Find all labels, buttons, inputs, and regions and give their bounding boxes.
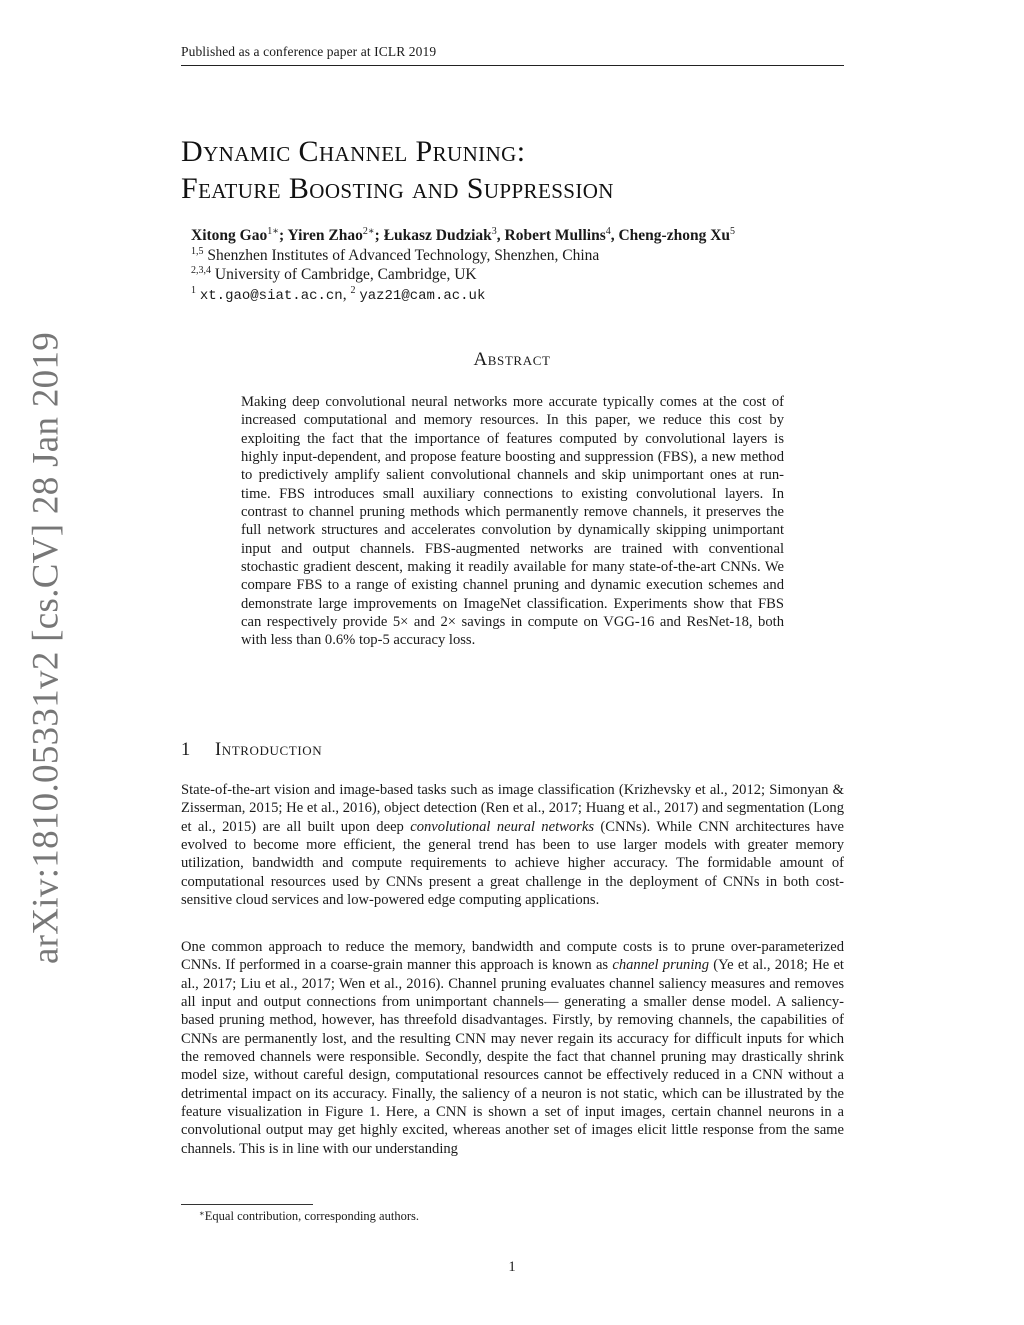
author-5: Cheng-zhong Xu$^5$ [618,226,736,244]
email-2[interactable]: yaz21@cam.ac.uk [359,287,486,304]
section-number: 1 [181,740,191,760]
footnote: ∗Equal contribution, corresponding authors. [199,1208,419,1223]
affiliation-2: $^{2,3,4}$ University of Cambridge, Cambridge, UK [191,265,477,283]
page-number: 1 [508,1259,516,1275]
author-1: Xitong Gao$^{1∗}$; [191,226,288,244]
footnote-rule [181,1204,313,1205]
abstract-heading: Abstract [473,349,551,370]
section-title: Introduction [215,740,323,760]
running-header: Published as a conference paper at ICLR 2019 [181,44,437,59]
abstract-body: Making deep convolutional neural networks more accurate typically comes at the cost of increased computational and memory resources. In this paper, we reduce this cost by exploiting the fact that the importance of features computed by convolutional layers is highly input-dependent, and propose feature boosting and suppression (FBS), a new method to predictively amplify salient convolutional channels and skip unimportant ones at run-time. FBS introduces small auxiliary connections to existing convolutional layers. In contrast to channel pruning methods which permanently remove channels, it preserves the full network structures and accelerates convolution by dynamically skipping unimportant input and output channels. FBS-augmented networks are trained with conventional stochastic gradient descent, making it readily available for many state-of-the-art CNNs. We compare FBS to a range of existing channel pruning and dynamic execution schemes and demonstrate large improvements on ImageNet classification. Experiments show that FBS can respectively provide 5× and 2× savings in compute on VGG-16 and ResNet-18, both with less than 0.6% top-5 accuracy loss. [241,394,784,649]
author-block [191,226,881,306]
author-names [191,226,881,246]
intro-paragraph-2: One common approach to reduce the memory, bandwidth and compute costs is to prune over-parameterized CNNs. If performed in a coarse-grain manner this approach is known as channel pruning (Ye et al., 2018; He et al., 2017; Liu et al., 2017; Wen et al., 2016). Channel pruning evaluates channel saliency measures and removes all input and output connections from unimportant channels— generating a smaller dense model. A saliency-based pruning method, however, has threefold disadvantages. Firstly, by removing channels, the capabilities of CNNs are permanently lost, and the resulting CNN may never regain its accuracy for difficult inputs for which the removed channels were responsible. Secondly, despite the fact that channel pruning may drastically shrink model size, without careful design, computational resources cannot be effectively reduced in a CNN without a detrimental impact on its accuracy. Finally, the saliency of a neuron is not static, which can be illustrated by the feature visualization in Figure 1. Here, a CNN is shown a set of input images, certain channel neurons in a convolutional output may get highly excited, whereas another set of images elicit little response from the same channels. This is in line with our understanding [181,939,844,1157]
author-4: Robert Mullins$^4$, [504,226,619,244]
title-line-1: Dynamic Channel Pruning: [181,135,526,168]
arxiv-identifier: arXiv:1810.05331v2 [cs.CV] 28 Jan 2019 [25,331,67,965]
author-3: Łukasz Dudziak$^3$, [383,226,505,244]
paper-title [181,133,844,207]
title-line-2: Feature Boosting and Suppression [181,172,614,205]
affiliation-1: $^{1,5}$ Shenzhen Institutes of Advanced Technology, Shenzhen, China [191,245,600,264]
author-emails: $^1$ xt.gao@siat.ac.cn, $^2$ yaz21@cam.ac.uk [191,284,486,304]
email-1[interactable]: xt.gao@siat.ac.cn [199,287,343,304]
header-rule [181,65,844,66]
section-heading-introduction [181,740,322,761]
author-2: Yiren Zhao$^{2∗}$; [287,226,384,244]
intro-paragraph-1: State-of-the-art vision and image-based tasks such as image classification (Krizhevsky et al., 2012; Simonyan & Zisserman, 2015; He et al., 2016), object detection (Ren et al., 2017; Huang et al., 2017) and segmentation (Long et al., 2015) are all built upon deep convolutional neural networks (CNNs). While CNN architectures have evolved to become more efficient, the general trend has been to use larger models with greater memory utilization, bandwidth and compute requirements to achieve higher accuracy. The formidable amount of computational resources used by CNNs present a great challenge in the deployment of CNNs in both cost-sensitive cloud services and low-powered edge computing applications. [181,782,844,909]
